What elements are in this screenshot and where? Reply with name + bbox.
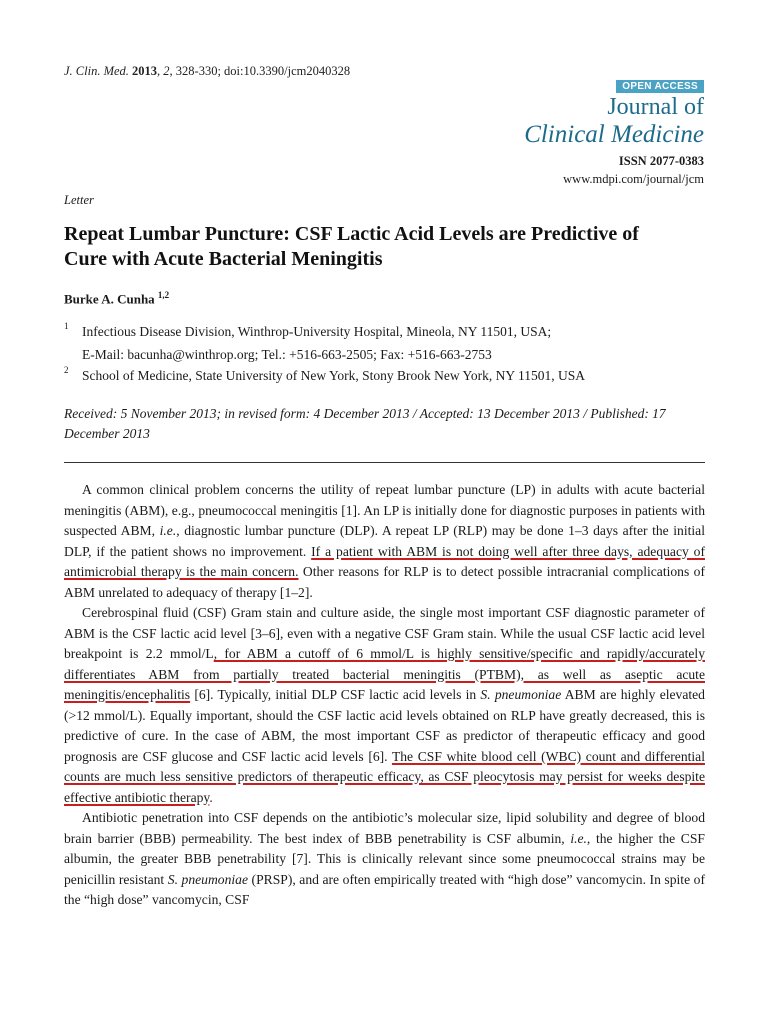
divider: [64, 462, 705, 463]
highlighted-text: , for ABM a cutoff of 6 mmol/L is highly sensitive/specific and rapidly/accurately differentiates ABM from partially treated bacterial meningitis (PTBM), as well as aseptic acute meningitis/encephalitis: [64, 646, 705, 702]
journal-name-line2: Clinical Medicine: [524, 121, 704, 148]
citation-year: 2013: [132, 64, 158, 78]
paragraph-2: Cerebrospinal fluid (CSF) Gram stain and culture aside, the single most important CSF diagnostic parameter of ABM is the CSF lactic acid level [3–6], even with a negative CSF Gram stain. While the usual CSF lactic acid level breakpoint is 2.2 mmol/L, for ABM a cutoff of 6 mmol/L is highly sensitive/specific and rapidly/accurately differentiates ABM from partially treated bacterial meningitis (PTBM), as well as aseptic acute meningitis/encephalitis [6]. Typically, initial DLP CSF lactic acid levels in S. pneumoniae ABM are highly elevated (>12 mmol/L). Equally important, should the CSF lactic acid levels obtained on RLP have greatly decreased, this is predictive of cure. In the case of ABM, the most important CSF as predictor of therapeutic efficacy and good prognosis are CSF glucose and CSF lactic acid levels [6]. The CSF white blood cell (WBC) count and differential counts are much less sensitive predictors of therapeutic efficacy, as CSF pleocytosis may persist for weeks despite effective antibiotic therapy.: [64, 605, 705, 805]
article-body: [64, 480, 705, 911]
affiliation-number: 2: [64, 365, 69, 375]
author: [64, 290, 169, 307]
citation-volume: 2: [163, 64, 170, 78]
citation-rest: , 328-330; doi:10.3390/jcm2040328: [169, 64, 351, 78]
issn: ISSN 2077-0383: [618, 154, 704, 168]
affiliation-text: School of Medicine, State University of New York, Stony Brook New York, NY 11501, USA: [82, 368, 585, 383]
author-affiliation-marks: 1,2: [157, 290, 170, 300]
citation-line: J. Clin. Med. 2013, 2, 328-330; doi:10.3390/jcm2040328: [64, 64, 351, 78]
article-title: Repeat Lumbar Puncture: CSF Lactic Acid Levels are Predictive of Cure with Acute Bacterial Meningitis: [64, 223, 639, 270]
open-access-badge: OPEN ACCESS: [616, 80, 704, 93]
paragraph-1: A common clinical problem concerns the utility of repeat lumbar puncture (LP) in adults with acute bacterial meningitis (ABM), e.g., pneumococcal meningitis [1]. An LP is initially done for diagnostic purposes in patients with suspected ABM, i.e., diagnostic lumbar puncture (DLP). A repeat LP (RLP) may be done 1–3 days after the initial DLP, if the patient shows no improvement. If a patient with ABM is not doing well after three days, adequacy of antimicrobial therapy is the main concern. Other reasons for RLP is to detect possible intracranial complications of ABM unrelated to adequacy of therapy [1–2].: [64, 482, 705, 600]
paragraph-3: Antibiotic penetration into CSF depends on the antibiotic’s molecular size, lipid solubility and degree of blood brain barrier (BBB) permeability. The best index of BBB penetrability is CSF albumin, i.e., the higher the CSF albumin, the greater BBB penetrability [7]. This is clinically relevant since some pneumococcal strains may be penicillin resistant S. pneumoniae (PRSP), and are often empirically treated with “high dose” vancomycin. In spite of the “high dose” vancomycin, CSF: [64, 810, 705, 907]
affiliation-text: E-Mail: bacunha@winthrop.org; Tel.: +516-663-2505; Fax: +516-663-2753: [82, 347, 492, 362]
affiliation-number: 1: [64, 321, 69, 331]
highlighted-text: If a patient with ABM is not doing well after three days, adequacy of antimicrobial therapy is the main concern.: [64, 543, 705, 579]
publication-dates: Received: 5 November 2013; in revised form: 4 December 2013 / Accepted: 13 December 2013 / Published: 17 December 2013: [64, 406, 666, 441]
citation-journal: J. Clin. Med.: [64, 64, 129, 78]
journal-url[interactable]: www.mdpi.com/journal/jcm: [563, 172, 704, 186]
affiliation-text: Infectious Disease Division, Winthrop-University Hospital, Mineola, NY 11501, USA;: [82, 324, 552, 339]
journal-name-line1: Journal of: [607, 94, 704, 120]
author-name: Burke A. Cunha: [64, 291, 155, 307]
article-type: Letter: [64, 193, 94, 207]
highlighted-text: The CSF white blood cell (WBC) count and differential counts are much less sensitive predictors of therapeutic efficacy, as CSF pleocytosis may persist for weeks despite effective antibiotic therapy: [64, 748, 705, 805]
